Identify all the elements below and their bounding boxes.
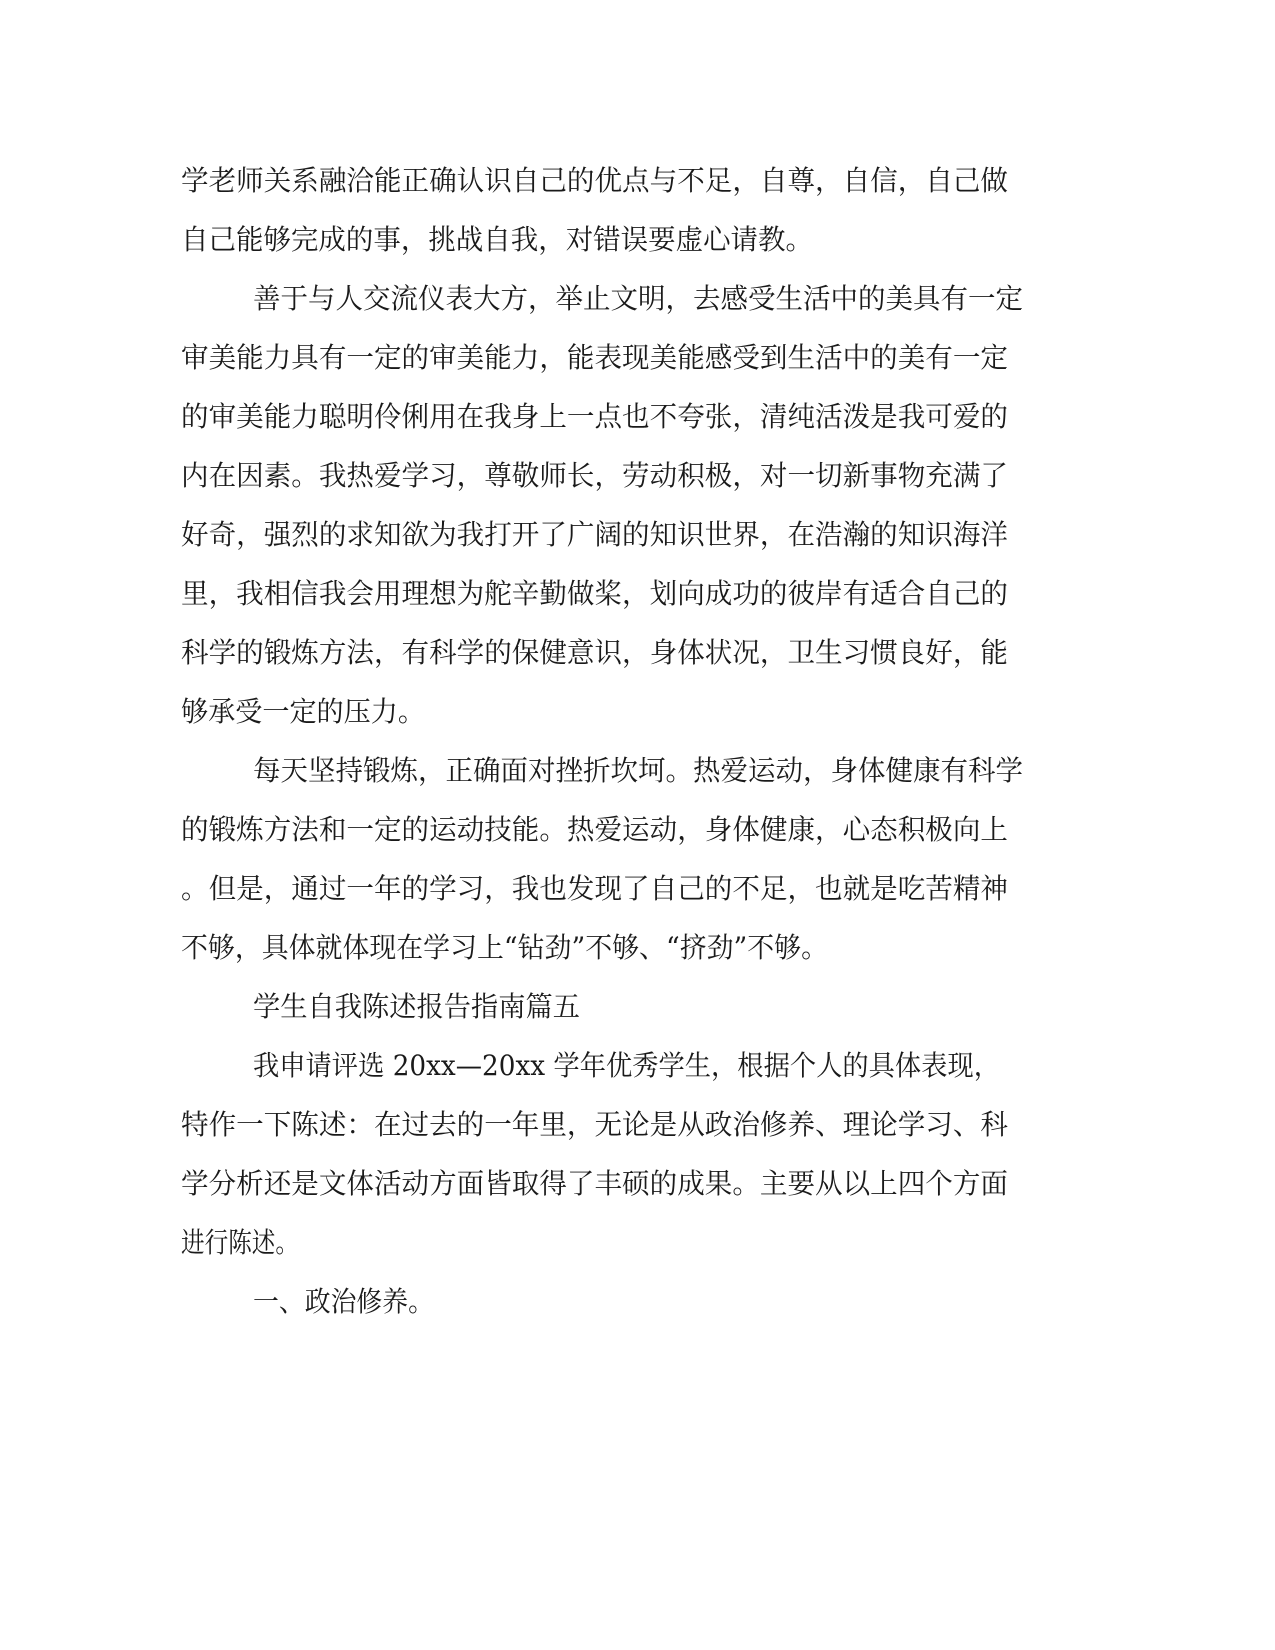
- text-line-content: 好奇，强烈的求知欲为我打开了广阔的知识世界，在浩瀚的知识海洋: [181, 518, 1008, 551]
- text-line: [0, 513, 1275, 557]
- text-line-content: 学老师关系融洽能正确认识自己的优点与不足，自尊，自信，自己做: [181, 164, 1008, 197]
- text-line-content: 审美能力具有一定的审美能力，能表现美能感受到生活中的美有一定: [181, 341, 1008, 374]
- text-line: [0, 808, 1275, 852]
- text-line: [0, 336, 1275, 380]
- text-line-content: 里，我相信我会用理想为舵辛勤做桨，划向成功的彼岸有适合自己的: [181, 577, 1008, 610]
- paragraph-first-line: [0, 1044, 1275, 1088]
- text-line: [0, 454, 1275, 498]
- text-line: [0, 690, 1275, 734]
- text-line-content: 内在因素。我热爱学习，尊敬师长，劳动积极，对一切新事物充满了: [181, 459, 1008, 492]
- text-line-content: 学生自我陈述报告指南篇五: [253, 990, 580, 1023]
- text-line: [0, 926, 1275, 970]
- text-line-content: 自己能够完成的事，挑战自我，对错误要虚心请教。: [181, 223, 813, 256]
- text-line: [0, 631, 1275, 675]
- text-line: [0, 867, 1275, 911]
- text-line: [0, 395, 1275, 439]
- text-line-content: 不够，具体就体现在学习上“钻劲”不够、“挤劲”不够。: [181, 931, 828, 964]
- text-line: [0, 1162, 1275, 1206]
- text-line: [0, 1103, 1275, 1147]
- paragraph-first-line: [0, 277, 1275, 321]
- section-heading: [0, 985, 1275, 1029]
- text-line: [0, 159, 1275, 203]
- paragraph-first-line: [0, 749, 1275, 793]
- text-line: [0, 218, 1275, 262]
- text-line-content: 科学的锻炼方法，有科学的保健意识，身体状况，卫生习惯良好，能: [181, 636, 1008, 669]
- text-line-content: 我申请评选 20xx—20xx 学年优秀学生，根据个人的具体表现，: [253, 1049, 1000, 1082]
- text-line-content: 的锻炼方法和一定的运动技能。热爱运动，身体健康，心态积极向上: [181, 813, 1008, 846]
- text-line-content: 。但是，通过一年的学习，我也发现了自己的不足，也就是吃苦精神: [181, 872, 1008, 905]
- text-line-content: 的审美能力聪明伶俐用在我身上一点也不夸张，清纯活泼是我可爱的: [181, 400, 1008, 433]
- text-line: [0, 1221, 1275, 1265]
- paragraph-first-line: [0, 1280, 1275, 1324]
- text-line-content: 每天坚持锻炼，正确面对挫折坎坷。热爱运动，身体健康有科学: [253, 754, 1023, 787]
- text-line-content: 一、政治修养。: [253, 1285, 434, 1318]
- text-line-content: 特作一下陈述：在过去的一年里，无论是从政治修养、理论学习、科: [181, 1108, 1008, 1141]
- text-line-content: 学分析还是文体活动方面皆取得了丰硕的成果。主要从以上四个方面: [181, 1167, 1008, 1200]
- text-line-content: 够承受一定的压力。: [181, 695, 425, 728]
- text-line-content: 善于与人交流仪表大方，举止文明，去感受生活中的美具有一定: [253, 282, 1023, 315]
- text-line: [0, 572, 1275, 616]
- text-line-content: 进行陈述。: [181, 1226, 299, 1259]
